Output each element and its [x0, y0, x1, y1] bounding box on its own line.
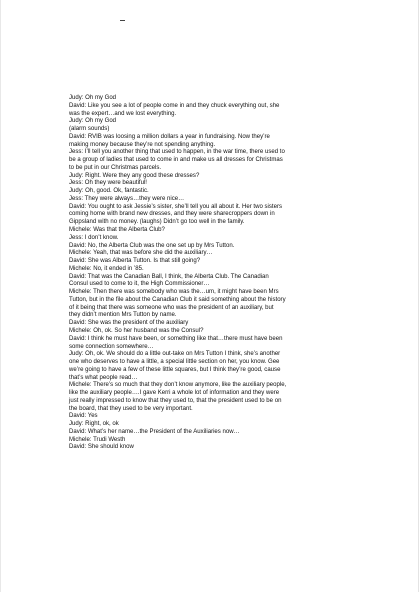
transcript-line: David: That was the Canadian Ball, I think, the Alberta Club. The Canadian: [69, 273, 269, 280]
transcript-line: was the expert…and we lost everything.: [69, 110, 177, 117]
transcript-line: they didn’t mention Mrs Tutton by name.: [69, 312, 177, 319]
transcript-line: David: You ought to ask Jessie’s sister, she’ll tell you all about it. Her two sisters: [69, 203, 282, 210]
transcript-line: just really impressed to know that they used to, that the president used to be on: [69, 397, 282, 404]
transcript-line: Consul used to come to it, the High Commissioner…: [69, 281, 210, 288]
transcript-line: Jess: I’ll tell you another thing that used to happen, in the war time, there used to: [69, 149, 285, 156]
transcript-line: David: No, the Alberta Club was the one set up by Mrs Tutton.: [69, 242, 235, 249]
transcript-line: Gippsland with no money. (laughs) Didn’t go too well in the family.: [69, 219, 245, 226]
transcript-line: David: RVIB was loosing a million dollars a year in fundraising. Now they’re: [69, 133, 270, 140]
transcript-line: Judy: Oh, good. Ok, fantastic.: [69, 188, 149, 195]
transcript-line: Judy: Oh my God: [69, 95, 117, 101]
transcript-line: Jess: They were always…they were nice…: [69, 195, 185, 202]
transcript-line: Michele: Was that the Alberta Club?: [69, 227, 165, 234]
transcript-line: Michele: Then there was somebody who was the…um, it might have been Mrs: [69, 289, 279, 296]
transcript-line: of it being that there was someone who was the president of an auxiliary, but: [69, 304, 274, 311]
transcript-line: Michele: Trudi Westh: [69, 436, 126, 443]
transcript-body: [69, 95, 414, 452]
transcript-line: that’s what people read…: [69, 374, 138, 381]
transcript-line: Michele: No, it ended in ’85.: [69, 265, 144, 272]
transcript-line: Jess: I don’t know.: [69, 234, 119, 241]
transcript-line: one who deserves to have a little, a special little section on her, you know. Gee: [69, 359, 280, 366]
transcript-line: some connection somewhere…: [69, 343, 154, 350]
transcript-line: David: She was Alberta Tutton. Is that still going?: [69, 258, 201, 265]
transcript-line: like the auxiliary people….I gave Kerri a whole lot of information and they were: [69, 390, 280, 397]
scan-mark: [120, 20, 125, 21]
transcript-line: making money because they’re not spending anything.: [69, 141, 216, 148]
transcript-line: David: Yes: [69, 413, 98, 420]
transcript-line: Judy: Oh my God: [69, 118, 117, 125]
transcript-line: to be put in our Christmas parcels.: [69, 164, 162, 171]
transcript-line: David: She was the president of the auxiliary: [69, 320, 189, 327]
transcript-line: David: I think he must have been, or something like that…there must have been: [69, 335, 283, 342]
transcript-line: coming home with brand new dresses, and they were sharecroppers down in: [69, 211, 275, 218]
transcript-line: Judy: Right, ok, ok: [69, 421, 119, 428]
transcript-line: Judy: Oh, ok. We should do a little out-take on Mrs Tutton I think, she’s another: [69, 351, 281, 358]
transcript-line: Michele: Oh, ok. So her husband was the Consul?: [69, 327, 204, 334]
transcript-line: Jess: Oh they were beautiful!: [69, 180, 147, 187]
transcript-line: Michele: Yeah, that was before she did the auxiliary…: [69, 250, 213, 257]
transcript-line: (alarm sounds): [69, 126, 110, 133]
transcript-line: Michele: There’s so much that they don’t know anymore, like the auxiliary people,: [69, 382, 287, 389]
transcript-line: be a group of ladies that used to come in and make us all dresses for Christmas: [69, 157, 283, 164]
transcript-line: David: What’s her name…the President of the Auxiliaries now…: [69, 428, 240, 435]
transcript-line: Judy: Right. Were they any good these dresses?: [69, 172, 200, 179]
transcript-line: David: She should know: [69, 444, 134, 451]
transcript-line: we’re going to have a few of these little squares, but I think they’re good, cause: [69, 366, 281, 373]
transcript-line: David: Like you see a lot of people come in and they chuck everything out, she: [69, 102, 280, 109]
transcript-line: Tutton, but in the file about the Canadian Club it said something about the history: [69, 296, 286, 303]
transcript-line: the board, that they used to be very important.: [69, 405, 193, 412]
